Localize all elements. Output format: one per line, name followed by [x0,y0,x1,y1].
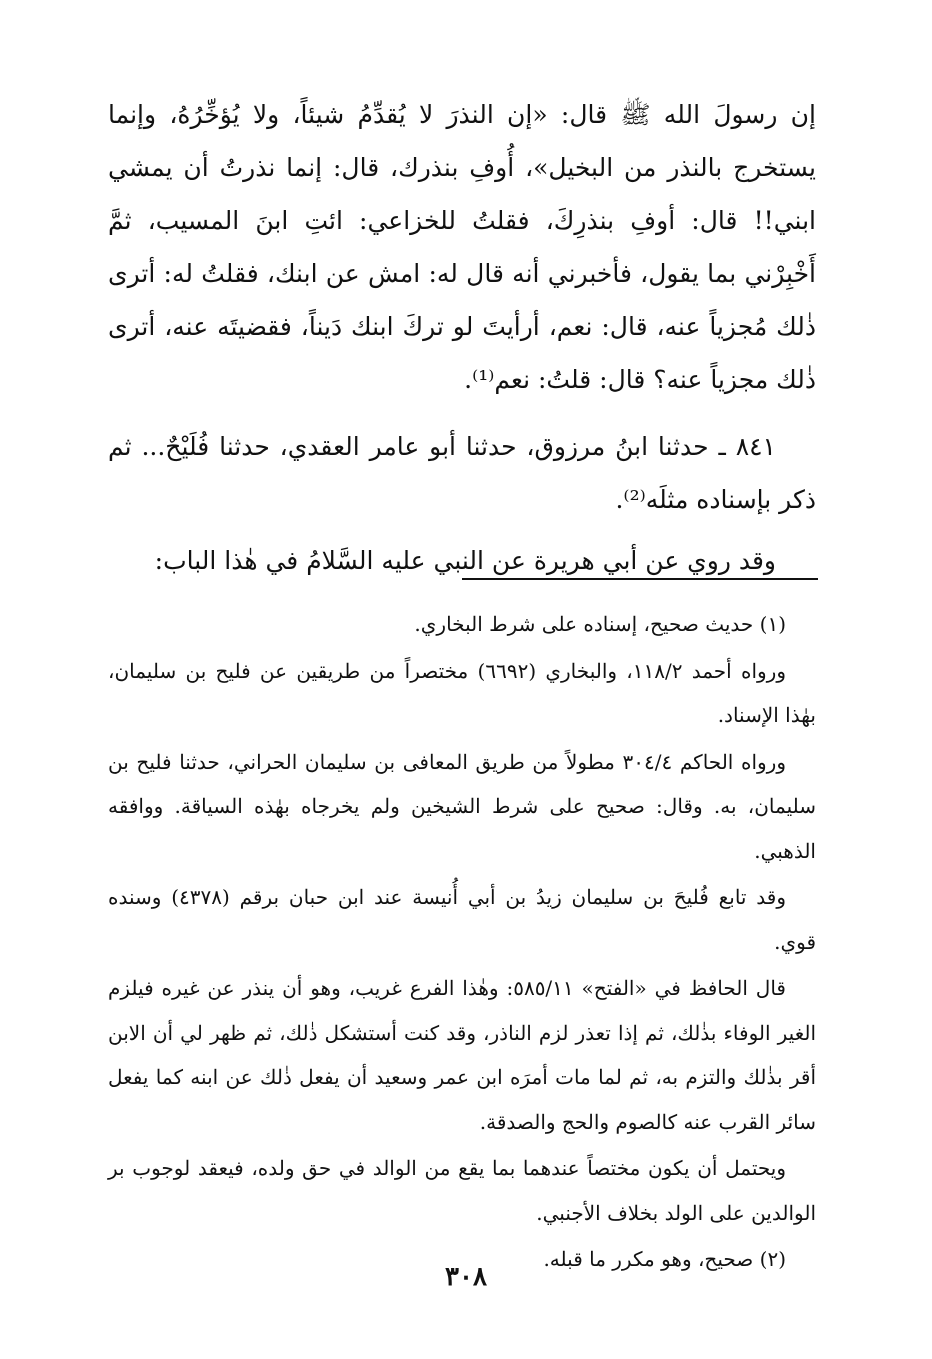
footnote-separator [462,578,818,580]
footnotes [108,602,816,1282]
hadith-841-paragraph: ٨٤١ ـ حدثنا ابنُ مرزوق، حدثنا أبو عامر العقدي، حدثنا فُلَيْحٌ... ثم ذكر بإسناده مثلَه⁽²⁾. [108,432,816,514]
footnote-1-hakim: ورواه الحاكم ٣٠٤/٤ مطولاً من طريق المعافى بن سليمان الحراني، حدثنا فليح بن سليمان، به. وقال: صحيح على شرط الشيخين ولم يخرجاه بهٰذه السياقة. ووافقه الذهبي. [108,749,816,863]
footnote-1-ibn-hibban: وقد تابع فُليحَ بن سليمان زيدُ بن أبي أُنيسة عند ابن حبان برقم (٤٣٧٨) وسنده قوي. [108,885,816,954]
main-text [108,88,816,587]
footnote-1: (١) حديث صحيح، إسناده على شرط البخاري. [414,612,786,636]
main-paragraph-1: إن رسولَ الله ﷺ قال: «إن النذرَ لا يُقدِّمُ شيئاً، ولا يُؤخِّرُهُ، وإنما يستخرج بالنذر من البخيل»، أُوفِ بنذرك، قال: إنما نذرتُ أن يمشي ابني!! قال: أوفِ بنذرِكَ، فقلتُ للخزاعي: ائتِ ابنَ المسيب، ثمَّ أَخْبِرْني بما يقول، فأخبرني أنه قال له: امش عن ابنك، فقلتُ له: أترى ذٰلك مُجزياً عنه، قال: نعم، أرأيتَ لو تركَ ابنك دَيناً، فقضيتَه عنه، أترى ذٰلك مجزياً عنه؟ قال: قلتُ: نعم⁽¹⁾. [108,100,816,394]
footnote-1-ihtimal: ويحتمل أن يكون مختصاً عندهما بما يقع من الوالد في حق ولده، فيعقد لوجوب بر الوالدين على الولد بخلاف الأجنبي. [108,1156,816,1225]
page-number: ٣٠٨ [445,1262,487,1292]
footnote-1-ahmad-bukhari: ورواه أحمد ١١٨/٢، والبخاري (٦٦٩٢) مختصراً من طريقين عن فليح بن سليمان، بهٰذا الإسناد. [108,658,816,727]
footnote-1-fath: قال الحافظ في «الفتح» ٥٨٥/١١: وهٰذا الفرع غريب، وهو أن ينذر عن غيره فيلزم الغير الوفاء بذٰلك، ثم إذا تعذر لزم الناذر، وقد كنت أستشكل ذٰلك، ثم ظهر لي أن الابن أقر بذٰلك والتزم به، ثم لما مات أمرَه ابن عمر وسعيد أن يفعل ذٰلك عن ابنه كما يفعل سائر القرب عنه كالصوم والحج والصدقة. [108,976,816,1134]
chapter-intro-paragraph: وقد روي عن أبي هريرة عن النبي عليه السَّلامُ في هٰذا الباب: [154,546,776,575]
footnote-2: (٢) صحيح، وهو مكرر ما قبله. [543,1247,786,1271]
